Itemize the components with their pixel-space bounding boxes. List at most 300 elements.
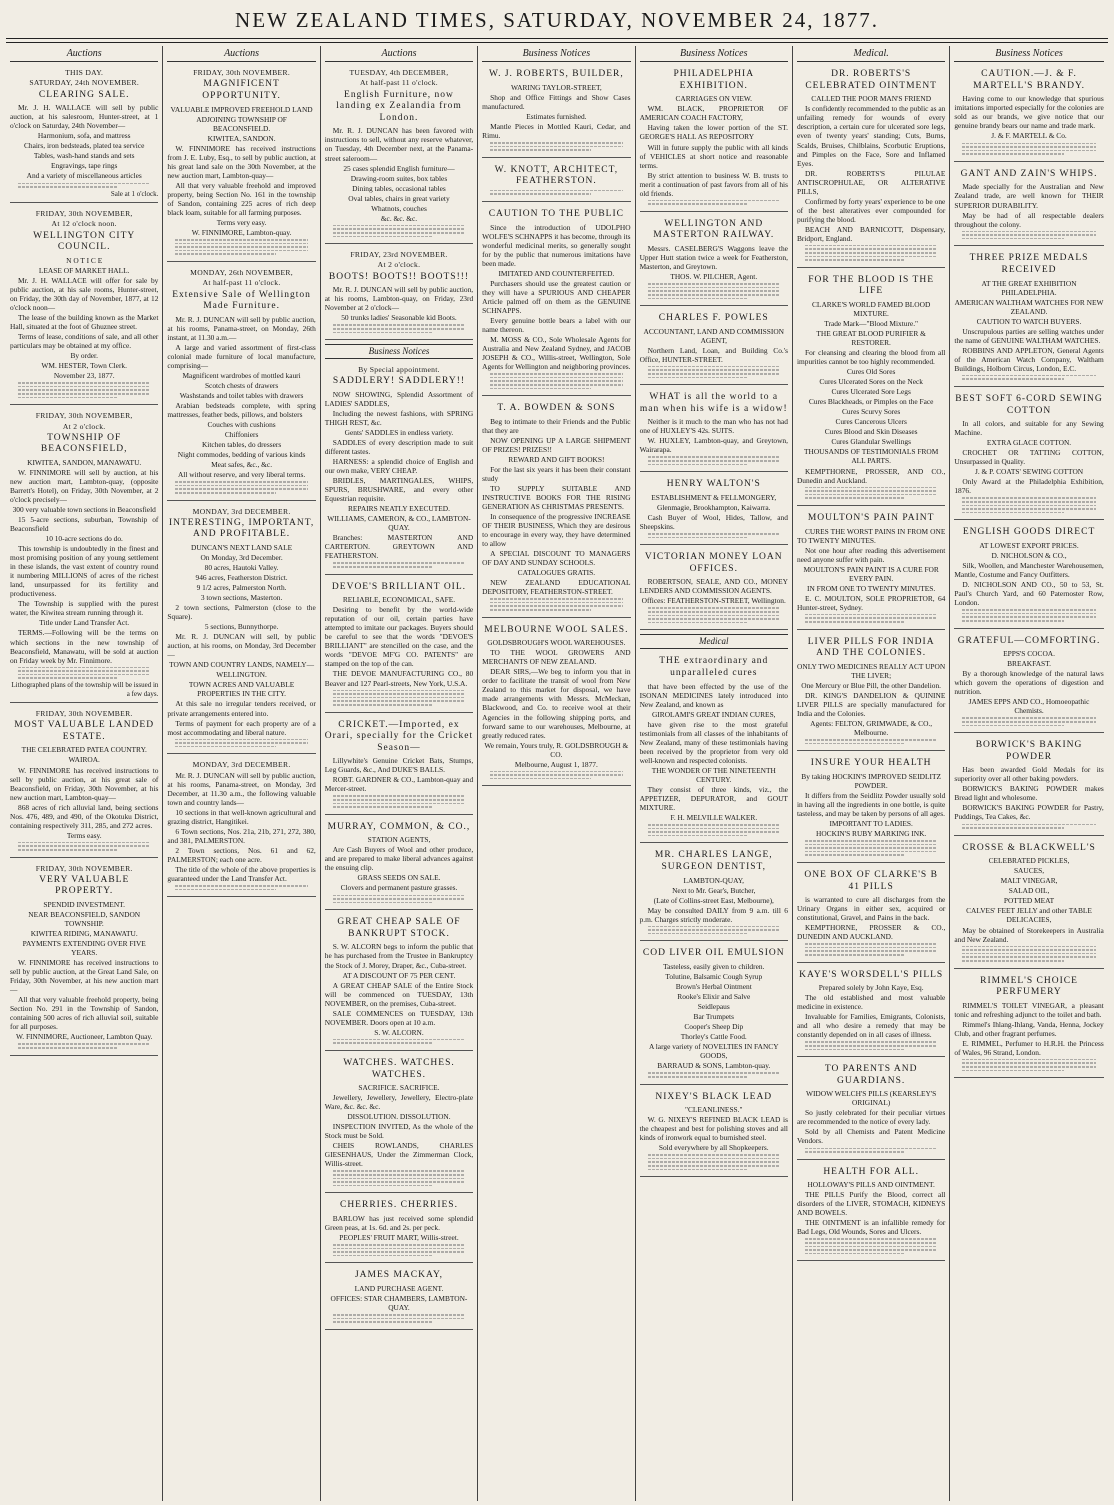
fine-print-line [175,746,275,748]
fine-print-line [18,1047,118,1049]
ad-text: For cleansing and clearing the blood from all impurities cannot be too highly recommended. [796,348,946,367]
advertisement [325,362,473,575]
fine-print-line [805,617,937,619]
ad-text: LEASE OF MARKET HALL. [38,265,130,275]
fine-print-line [648,366,780,368]
advertisement [482,621,630,787]
ad-text: Mr. R. J. DUNCAN will sell, by public auction, at his rooms, on Monday, 3rd December— [167,632,316,660]
ad-text: JAMES EPPS AND CO., Homoeopathic Chemists. [968,697,1090,716]
fine-print-line [648,1161,780,1163]
fine-print-line [18,393,150,395]
fine-print-line [805,851,937,853]
fine-print-line [805,943,937,945]
advertisement [954,249,1103,387]
fine-print-line [648,298,748,300]
advertisement [954,390,1103,520]
ad-text: May be had of all respectable dealers throughout the colony. [954,210,1104,229]
fine-print-line [805,947,937,949]
fine-print-line [490,778,590,780]
ad-text: A SPECIAL DISCOUNT TO MANAGERS OF DAY AND SUNDAY SCHOOLS. [482,549,631,568]
fine-print-line [490,602,622,604]
fine-print-line [490,380,622,382]
advertisement [10,861,158,1056]
ad-body [325,390,473,561]
fine-print-line [962,1062,1095,1064]
fine-print-line [333,1321,433,1323]
column-5 [636,46,793,1501]
ad-text: BORWICK'S BAKING POWDER for Pastry, Puddings, Tea Cakes, &c. [954,803,1104,822]
advertisement [954,736,1103,836]
ad-text: Confirmed by forty years' experience to be one of the best alteratives ever compounded for purifying the blood. [796,196,946,224]
ad-text: PEOPLES' FRUIT MART, Willis-street. [339,1232,459,1242]
ad-text: ESTABLISHMENT & FELLMONGERY, [651,492,777,502]
ad-title: Extensive Sale of Wellington Made Furniture. [172,289,311,312]
ad-body [954,649,1103,715]
fine-print-line [962,143,1095,145]
fine-print-line [333,236,433,238]
ad-text: S. W. ALCORN begs to inform the public that he has purchased from the Trustee in Bankruptcy the Stock of J. Morey, Draper, &c., Cuba-street. [324,942,474,970]
ad-text: Mr. R. J. DUNCAN has been favored with instructions to sell, without any reserve whatever, on Tuesday, 4th December next, at the Panama-street saleroom— [324,126,474,163]
ad-body [640,1105,788,1152]
fine-print-line [648,1158,780,1160]
ad-text: HOCKIN'S RUBY MARKING INK. [816,828,927,838]
ad-text: W. FINNIMORE has received instructions from J. E. Luby, Esq., to sell by public auction, at his great land sale on the 30th November, at the new auction mart, Lambton-quay— [167,143,316,180]
advertisement [10,408,158,703]
ad-text: By a thorough knowledge of the natural laws which govern the operations of digestion and nutrition. [954,669,1104,697]
ad-title: English Furniture, now landing ex Zealandia from London. [336,89,462,123]
ad-text: CALLED THE POOR MAN'S FRIEND [811,94,932,104]
ad-text: Northern Land, Loan, and Building Co.'s Office, HUNTER-STREET. [639,345,788,364]
fine-print-line [805,743,905,745]
ad-text: Tasteless, easily given to children. [663,962,765,972]
fine-print-line [648,537,748,539]
ad-text: Every genuine bottle bears a label with our name thereon. [482,315,631,334]
ad-text: The old established and most valuable medicine in existence. [796,993,946,1012]
advertisement [325,65,473,244]
advertisement [954,839,1103,969]
ad-body [797,94,945,243]
ad-text: Mantle Pieces in Mottled Kauri, Cedar, and Rimu. [482,121,631,140]
ad-text: Offices: FEATHERSTON-STREET, Wellington. [641,596,786,606]
fine-print-line [333,328,465,330]
ad-title: GREAT CHEAP SALE OF BANKRUPT STOCK. [337,917,461,939]
fine-print-line [333,898,465,900]
ad-title: LIVER PILLS FOR INDIA AND THE COLONIES. [807,636,935,659]
ad-body [325,595,473,687]
fine-print-line [962,946,1095,948]
ad-text: CALVES' FEET JELLY and other TABLE DELICACIES, [966,906,1092,925]
ad-title: ENGLISH GOODS DIRECT [962,527,1096,538]
advertisement [797,866,945,963]
advertisement [797,633,945,752]
ad-dateline: At half-past 11 o'clock. [202,278,281,288]
advertisement [797,1060,945,1160]
ad-text: KIWITEA, SANDON, MANAWATU. [27,457,142,467]
fine-print-line [805,840,937,842]
ad-text: A GREAT CHEAP SALE of the Entire Stock will be commenced on TUESDAY, 13th NOVEMBER, on the premises, Cuba-street. [324,980,474,1008]
ad-title: BORWICK'S BAKING POWDER [975,740,1083,762]
ad-text: 50 trunks ladies' Seasonable kid Boots. [341,313,457,323]
ad-text: They consist of three kinds, viz., the APPETIZER, DEPURATOR, and GOUT MIXTURE. [639,784,788,812]
fine-print-line [490,598,622,600]
fine-print-line [962,949,1095,951]
fine-print-line [648,1154,780,1156]
ad-title: CAUTION.—J. & F. MARTELL'S BRANDY. [973,69,1085,91]
fine-print-line [490,193,590,195]
ad-text: W. FINNIMORE has received instructions to sell by public auction, at the Great Land Sale, on Friday, 30th November, at his new auction mart— [10,958,159,995]
ad-text: SAUCES, [1013,866,1045,876]
fine-print-line [333,1255,433,1257]
fine-print-line [648,460,780,462]
ad-title: CHERRIES. CHERRIES. [339,1200,458,1211]
ad-text: THE PILLS Purify the Blood, correct all disorders of the LIVER, STOMACH, KIDNEYS AND BOWELS. [796,1190,946,1218]
column-heading: Medical. [797,48,945,62]
ad-dateline: FRIDAY, 23rd NOVEMBER. [350,250,448,260]
ad-text: Title under Land Transfer Act. [39,618,130,628]
advertisement [640,944,788,1084]
ad-text: THE GREAT BLOOD PURIFIER & RESTORER. [816,329,926,348]
ad-text: SALAD OIL, [1008,886,1050,896]
ad-text: SPENDID INVESTMENT. [43,899,125,909]
ad-body [954,94,1103,140]
ad-title: TOWNSHIP OF BEACONSFIELD, [40,432,128,455]
ad-body [325,1284,473,1312]
ad-text: N O T I C E [66,255,103,265]
newspaper-columns [6,46,1108,1501]
ad-text: Bar Trumpets [693,1012,734,1022]
fine-print-line [18,842,150,844]
ad-text: Lillywhite's Genuine Cricket Bats, Stumps, Leg Guards, &c., And DUKE'S BALLS. [324,756,474,775]
ad-title: WELLINGTON AND MASTERTON RAILWAY. [653,218,775,241]
fine-print-line [648,607,780,609]
ad-text: BEACH AND BARNICOTT, Dispensary, Bridport, England. [796,224,946,243]
ad-body [640,876,788,924]
ad-body [954,279,1103,373]
fine-print-line [333,1042,433,1044]
advertisement [482,205,630,396]
ad-text: Melbourne, August 1, 1877. [514,759,598,769]
fine-print-line [490,388,590,390]
fine-print-line [648,203,748,205]
fine-print-line [962,501,1095,503]
fine-print-line [18,382,150,384]
advertisement [640,475,788,545]
column-heading: Business Notices [954,48,1103,62]
fine-print-line [175,239,307,241]
ad-text: Mr. R. J. DUNCAN will sell by public auction, at his rooms, Panama-street, on Monday, 26th instant, at 11.30 a.m.— [167,314,316,342]
fine-print-line [648,828,780,830]
ad-text: Beg to intimate to their Friends and the Public that they are [482,416,631,435]
ad-text: Terms of payment for each property are of a most accommodating and liberal nature. [167,718,316,737]
ad-text: At this sale no irregular tenders received, or private arrangements entered into. [167,699,316,718]
advertisement [10,65,158,203]
fine-print-line [648,926,780,928]
ad-text: Neither is it much to the man who has not had one of HUXLEY'S 42s. SUITS. [639,417,788,436]
ad-text: ROBERTSON, SEALE, AND CO., MONEY LENDERS AND COMMISSION AGENTS. [639,577,788,596]
fine-print-line [490,771,622,773]
ad-text: REPAIRS NEATLY EXECUTED. [347,504,450,514]
fine-print-line [962,153,1063,155]
ad-text: KIWITEA, SANDON. [207,133,276,143]
ad-text: THE CELEBRATED PATEA COUNTRY. [21,745,147,755]
ad-text: Seidlepaus [697,1002,730,1012]
fine-print-line [333,895,465,897]
fine-print-line [962,956,1095,958]
ad-dateline: MONDAY, 3rd DECEMBER. [192,506,291,516]
fine-print-line [333,562,465,564]
ad-body [167,771,315,883]
ad-text: W. FINNIMORE has received instructions to sell by public auction, at his great sale of Beaconsfield, on Friday, 30th November, at his new auction mart, Lambton-quay— [10,765,159,802]
column-6 [793,46,950,1501]
ad-text: Mr. J. H. WALLACE will offer for sale by public auction, at his sale rooms, Hunter-street, on Friday, the 30th day of November, 1877, at 12 o'clock noon— [10,275,159,313]
ad-text: M. MOSS & CO., Sole Wholesale Agents for Australia and New Zealand Sydney, and JACOB JOSEPH & CO., Willis-street, Wellington, Sole Agents for Wellington and neighboring provinces. [482,335,631,372]
fine-print-line [333,232,465,234]
advertisement [325,578,473,713]
ad-text: NEAR BEACONSFIELD, SANDON TOWNSHIP. [28,909,141,929]
ad-body [10,103,158,180]
ad-body [167,315,315,480]
ad-text: IMPORTANT TO LADIES. [829,818,913,828]
advertisement [640,215,788,306]
ad-title: CLEARING SALE. [38,89,130,100]
fine-print-line [805,621,905,623]
fine-print-line [805,1045,937,1047]
ad-text: Not one hour after reading this advertisement need anyone suffer with pain. [796,545,946,564]
advertisement [640,1088,788,1178]
ad-text: Cures Ulcerated Sore Legs [831,387,911,397]
ad-text: Harmonium, sofa, and mattress [37,131,131,141]
ad-title: MOST VALUABLE LANDED ESTATE. [14,720,155,742]
fine-print-line [648,1169,748,1171]
fine-print-line [333,795,465,797]
fine-print-line [175,250,307,252]
ad-text: For the last six years it has been their constant study [482,464,631,483]
ad-body [10,256,158,380]
ad-text: Arabian bedsteads complete, with spring mattresses, feather beds, pillows, and bolsters [167,400,316,419]
ad-text: So justly celebrated for their peculiar virtues are recommended to the notice of every lady. [796,1108,946,1127]
ad-dateline: SATURDAY, 24th NOVEMBER. [29,78,140,88]
ad-text: NEW ZEALAND EDUCATIONAL DEPOSITORY, FEATHERSTON-STREET. [482,578,631,597]
ad-title: MELBOURNE WOOL SALES. [484,624,629,635]
ad-text: 10 10-acre sections do do. [45,534,123,544]
ad-text: All that very valuable freehold property, being Section No. 291 in the Township of Sandon, containing 500 acres of rich alluvial soil, suitable for all purposes. [10,995,159,1032]
fine-print-line [962,1066,1095,1068]
ad-text: KEMPTHORNE, PROSSER, AND CO., Dunedin and Auckland. [796,466,946,485]
ad-text: Cures Old Sores [846,367,896,377]
ad-text: WM. BLACK, PROPRIETOR OF AMERICAN COACH FACTORY, [639,104,788,123]
ad-body [640,327,788,364]
fine-print-line [805,739,937,741]
fine-print-line [333,1178,465,1180]
ad-text: &c. &c. &c. [380,213,418,223]
advertisement [482,65,630,158]
ad-text: Cures Blackheads, or Pimples on the Face [808,397,934,407]
ad-body [482,83,630,140]
advertisement [325,1266,473,1329]
column-heading: Business Notices [640,48,788,62]
column-1 [6,46,163,1501]
ad-text: All without reserve, and very liberal terms. [177,470,306,480]
ad-body [325,1214,473,1242]
fine-print-line [333,1170,465,1172]
ad-text: W. FINNIMORE, Lambton-quay. [191,228,292,237]
advertisement [325,818,473,911]
ad-text: J. & P. COATS' SEWING COTTON [974,467,1084,477]
ad-dateline: MONDAY, 26th NOVEMBER, [190,268,293,277]
ad-text: By strict attention to business W. B. trusts to merit a continuation of past favors from all of his old friends. [639,170,788,198]
ad-title: HENRY WALTON'S [666,479,761,490]
ad-text: 15 5-acre sections, suburban, Township of Beaconsfield [10,515,159,534]
fine-print-line [962,609,1095,611]
ad-text: DUNCAN'S NEXT LAND SALE [190,542,293,552]
ad-text: CELEBRATED PICKLES, [988,856,1070,866]
ad-body [797,662,945,737]
ad-body [325,285,473,322]
ad-text: Has been awarded Gold Medals for its superiority over all other baking powders. [954,765,1104,784]
ad-title: BEST SOFT 6-CORD SEWING COTTON [955,394,1103,416]
fine-print-line [648,283,780,285]
ad-text: REWARD AND GIFT BOOKS! [508,454,605,464]
ad-body [482,638,630,768]
ad-body [954,419,1103,495]
ad-text: WILLIAMS, CAMERON, & CO., LAMBTON-QUAY. [327,514,471,533]
advertisement [954,65,1103,162]
ad-dateline: MONDAY, 3rd DECEMBER. [192,760,291,770]
ad-text: Trade Mark—"Blood Mixture." [824,319,919,329]
fine-print-line [648,456,780,458]
ad-title: TO PARENTS AND GUARDIANS. [824,1064,918,1086]
ad-text: CLARKE'S WORLD FAMED BLOOD MIXTURE. [812,299,931,318]
ad-text: Sold everywhere by all Shopkeepers. [658,1143,769,1153]
ad-text: Unscrupulous parties are selling watches under the name of GENUINE WALTHAM WATCHES. [954,326,1104,345]
ad-text: Magnificent wardrobes of mottled kauri [182,370,301,380]
ad-text: Cures Ulcerated Sores on the Neck [819,377,923,387]
ad-text: E. RIMMEL, Perfumer to H.R.H. the Princess of Wales, 96 Strand, London. [954,1038,1104,1057]
ad-dateline: At 12 o'clock noon. [51,219,117,229]
fine-print-line [18,849,118,851]
advertisement [325,1054,473,1193]
advertisement [954,523,1103,628]
ad-text: SACRIFICE. SACRIFICE. [358,1083,440,1093]
ad-body [640,962,788,1070]
ad-text: The Township is supplied with the purest water, the Kiwitea stream running through it. [10,599,159,618]
advertisement [640,388,788,472]
ad-text: A large variety of NOVELTIES IN FANCY GOODS, [648,1042,779,1061]
ad-dateline: TUESDAY, 4th DECEMBER, [349,68,449,78]
ad-text: Oval tables, chairs in great variety [348,193,450,203]
ad-text: TO SUPPLY SUITABLE AND INSTRUCTIVE BOOKS FOR THE RISING GENERATION AS CHRISTMAS PRESENTS. [482,483,631,511]
fine-print-line [648,1076,748,1078]
ad-text: RELIABLE, ECONOMICAL, SAFE. [342,595,456,605]
ad-title: CAUTION TO THE PUBLIC [488,209,624,220]
ad-text: Messrs. CASELBERG'S Waggons leave the Upper Hutt station twice a week for Featherston, Masterton, and Greytown. [639,244,788,272]
ad-text: It differs from the Seidlitz Powder usually sold in having all the ingredients in one bottle, is quite tasteless, and may be taken by persons of all ages. [796,790,946,818]
fine-print-line [490,609,590,611]
ad-body [325,1083,473,1168]
ad-text: OFFICES: STAR CHAMBERS, LAMBTON-QUAY. [330,1294,468,1313]
ad-text: CHEIS ROWLANDS, CHARLES GIESENHAUS, Under the Zimmerman Clock, Willis-street. [324,1141,474,1169]
ad-text: Drawing-room suites, box tables [350,173,448,183]
ad-title: MURRAY, COMMON, & CO., [327,821,471,832]
fine-print-line [490,377,622,379]
advertisement [167,504,315,755]
ad-text: Prepared solely by John Kaye, Esq. [818,983,924,993]
fine-print-line [18,183,150,185]
ad-text: HOLLOWAY'S PILLS AND OINTMENT. [807,1180,935,1190]
ad-body [797,772,945,838]
advertisement [10,706,158,858]
advertisement [954,165,1103,247]
ad-text: May be consulted DAILY from 9 a.m. till 6 p.m. Charges strictly moderate. [639,905,788,924]
column-7 [950,46,1107,1501]
ad-body [640,94,788,197]
ad-text: KEMPTHORNE, PROSSER & CO., DUNEDIN AND AUCKLAND. [796,923,946,942]
fine-print-line [18,674,150,676]
fine-print-line [333,566,433,568]
ad-text: TO THE WOOL GROWERS AND MERCHANTS OF NEW ZEALAND. [482,648,631,667]
fine-print-line [333,803,465,805]
ad-text: Made specially for the Australian and New Zealand trade, are well known for THEIR SUPERIOR DURABILITY. [954,182,1104,210]
fine-print-line [333,1244,465,1246]
ad-title: ONE BOX OF CLARKE'S B 41 PILLS [804,869,938,892]
masthead-rule-top [6,38,1108,39]
ad-title: INTERESTING, IMPORTANT, AND PROFITABLE. [168,517,315,540]
ad-text: Jewellery, Jewellery, Jewellery, Electro-plate Ware, &c. &c. &c. [324,1093,474,1112]
ad-text: Dining tables, occasional tables [352,183,446,193]
ad-body [797,300,945,485]
ad-body [325,942,473,1036]
ad-text: Brown's Herbal Ointment [675,982,752,992]
ad-title: FOR THE BLOOD IS THE LIFE [808,274,935,297]
ad-text: Shop and Office Fittings and Show Cases manufactured. [482,92,631,111]
ad-title: MAGNIFICENT OPPORTUNITY. [202,79,281,102]
fine-print-line [333,704,433,706]
ad-text: WARING TAYLOR-STREET, [510,82,602,92]
ad-text: We remain, Yours truly, R. GOLDSBROUGH & CO. [484,740,629,759]
fine-print-line [805,1253,905,1255]
ad-body [954,182,1103,228]
fine-print-line [805,950,937,952]
fine-print-line [648,464,748,466]
ad-text: Having come to our knowledge that spurious imitations imported especially for the colonies are sold as our brands, we give notice that our genuine brandy bears our name and trade mark. [954,94,1104,131]
ad-dateline: FRIDAY, 30th NOVEMBER. [193,68,291,78]
ad-text: Chiffoniers [224,430,259,440]
ad-text: TOWN ACRES AND VALUABLE PROPERTIES IN THE CITY. [188,680,295,699]
fine-print-line [18,667,150,669]
ad-text: November 23, 1877. [53,371,115,381]
ad-text: SADDLES of every description made to suit different tastes. [324,438,474,457]
ad-text: Gents' SADDLES in endless variety. [344,428,454,438]
ad-text: Agents: FELTON, GRIMWADE, & CO., Melbourne. [810,718,933,737]
ad-text: Cures Glandular Swellings [831,437,911,447]
ad-text: POTTED MEAT [1003,896,1055,906]
column-heading: Business Notices [482,48,630,62]
advertisement [325,247,473,340]
ad-dateline: By Special appointment. [358,365,440,375]
fine-print-line [648,618,780,620]
fine-print-line [805,954,905,956]
fine-print-line [175,481,307,483]
fine-print-line [962,234,1095,236]
fine-print-line [18,670,150,672]
fine-print-line [333,228,465,230]
fine-print-line [648,294,780,296]
fine-print-line [962,505,1095,507]
fine-print-line [490,373,622,375]
advertisement [640,652,788,843]
fine-print-line [962,613,1095,615]
ad-text: May be obtained of Storekeepers in Australia and New Zealand. [954,925,1104,944]
